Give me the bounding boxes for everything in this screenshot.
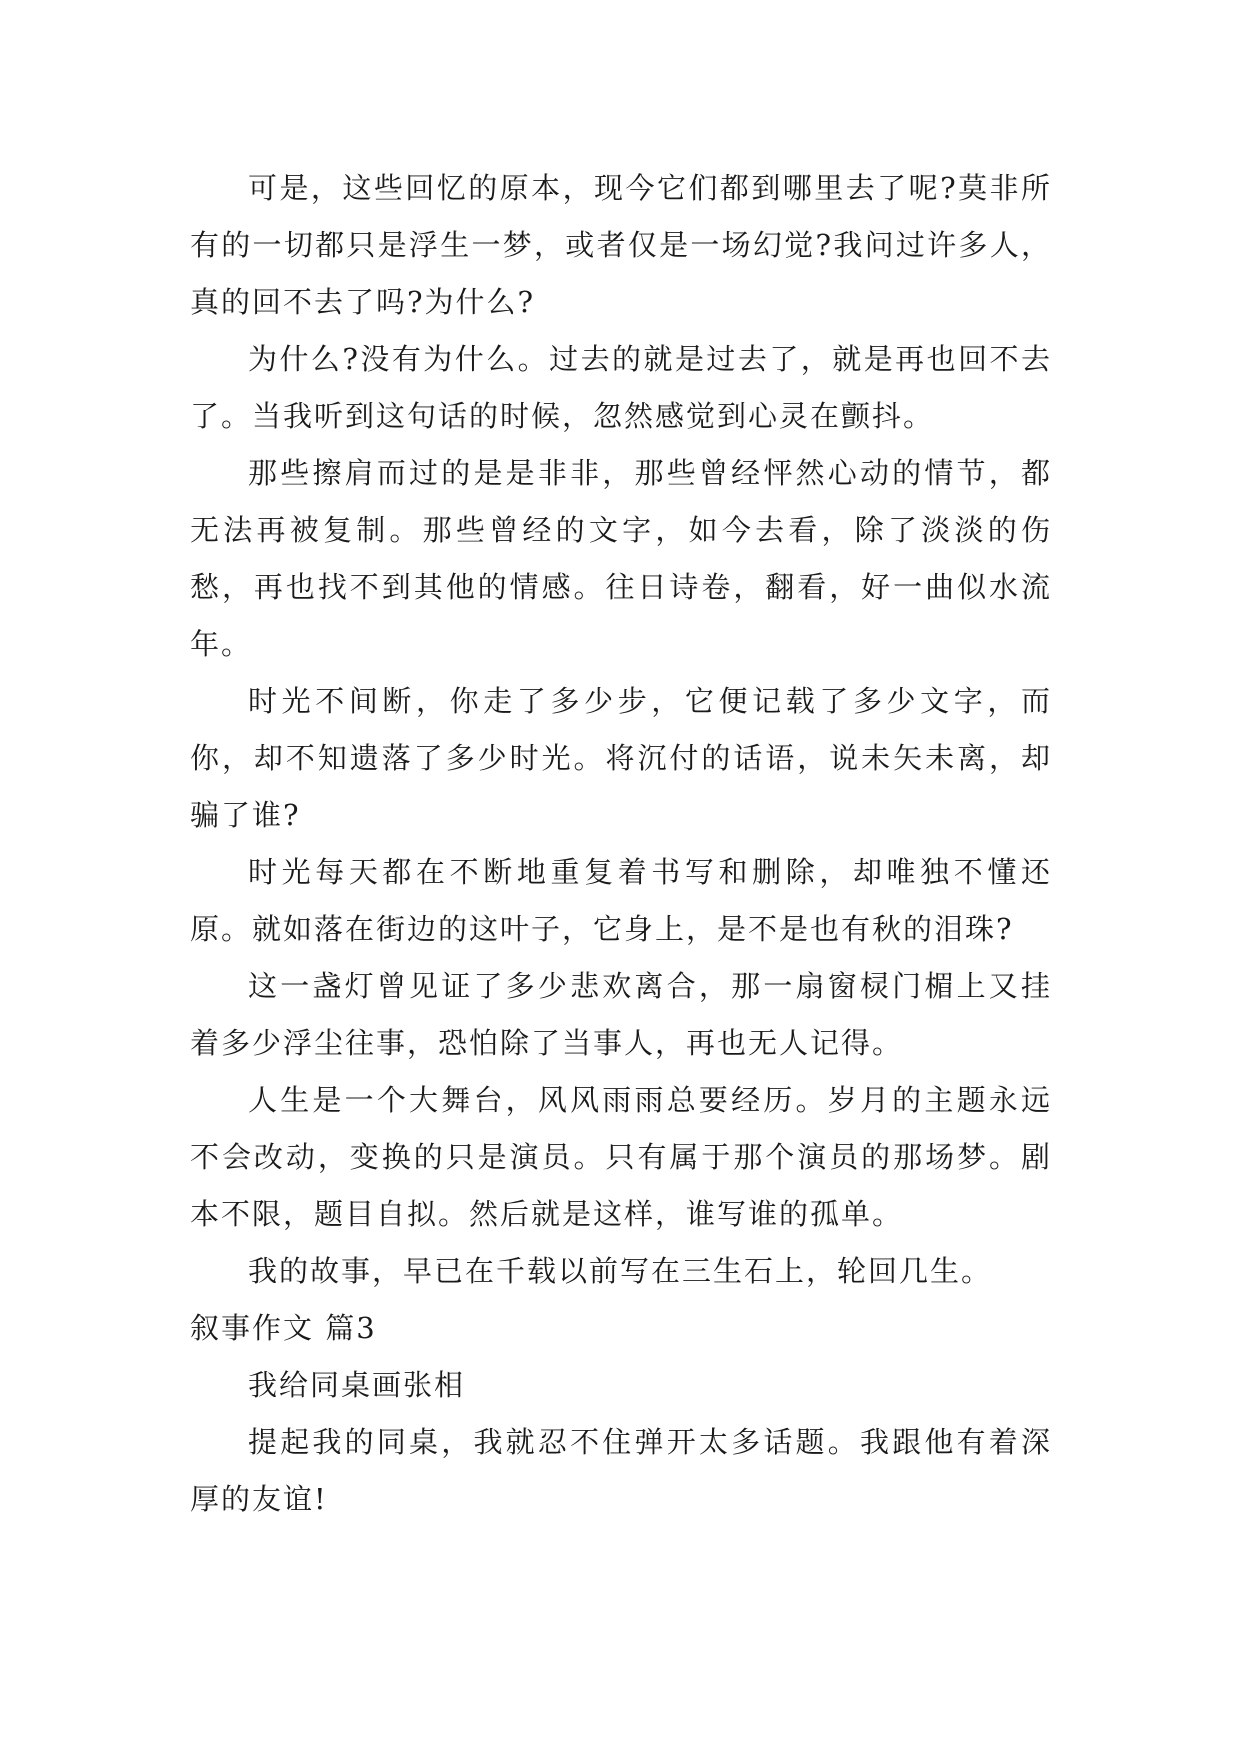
paragraph: 人生是一个大舞台，风风雨雨总要经历。岁月的主题永远不会改动，变换的只是演员。只有属于那个演员的那场梦。剧本不限，题目自拟。然后就是这样，谁写谁的孤单。	[190, 1083, 1052, 1231]
paragraph: 时光每天都在不断地重复着书写和删除，却唯独不懂还原。就如落在街边的这叶子，它身上，是不是也有秋的泪珠?	[190, 855, 1052, 946]
paragraph: 我的故事，早已在千载以前写在三生石上，轮回几生。	[248, 1254, 993, 1288]
paragraph: 这一盏灯曾见证了多少悲欢离合，那一扇窗棂门楣上又挂着多少浮尘往事，恐怕除了当事人，再也无人记得。	[190, 969, 1052, 1060]
paragraph: 为什么?没有为什么。过去的就是过去了，就是再也回不去了。当我听到这句话的时候，忽然感觉到心灵在颤抖。	[190, 342, 1052, 433]
paragraph: 那些擦肩而过的是是非非，那些曾经怦然心动的情节，都无法再被复制。那些曾经的文字，如今去看，除了淡淡的伤愁，再也找不到其他的情感。往日诗卷，翻看，好一曲似水流年。	[190, 456, 1052, 661]
essay-title: 我给同桌画张相	[248, 1368, 466, 1402]
paragraph: 时光不间断，你走了多少步，它便记载了多少文字，而你，却不知遗落了多少时光。将沉付的话语，说未矢未离，却骗了谁?	[190, 684, 1052, 832]
paragraph: 可是，这些回忆的原本，现今它们都到哪里去了呢?莫非所有的一切都只是浮生一梦，或者仅是一场幻觉?我问过许多人，真的回不去了吗?为什么?	[190, 171, 1052, 319]
section-heading: 叙事作文 篇3	[190, 1311, 377, 1345]
paragraph: 提起我的同桌，我就忍不住弹开太多话题。我跟他有着深厚的友谊!	[190, 1425, 1052, 1516]
document-body	[190, 160, 1052, 1528]
